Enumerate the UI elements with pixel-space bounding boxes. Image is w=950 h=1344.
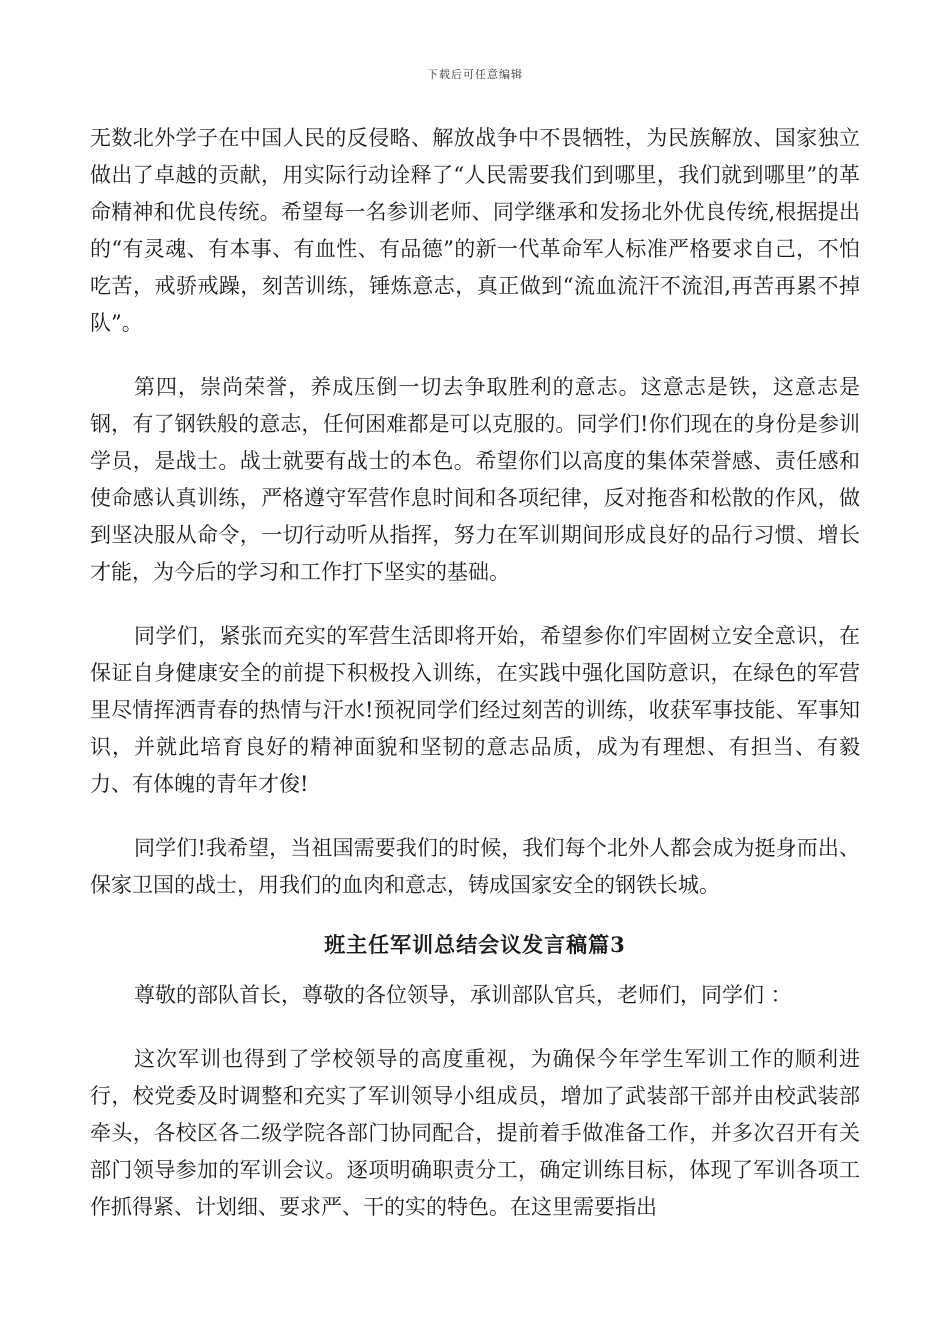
paragraph-fourth-point: 第四，崇尚荣誉，养成压倒一切去争取胜利的意志。这意志是铁，这意志是钢，有了钢铁般的意志，任何困难都是可以克服的。同学们!你们现在的身份是参训学员，是战士。战士就要有战士的本色。希望你们以高度的集体荣誉感、责任感和使命感认真训练，严格遵守军营作息时间和各项纪律，反对拖沓和松散的作风，做到坚决服从命令，一切行动听从指挥，努力在军训期间形成良好的品行习惯、增长才能，为今后的学习和工作打下坚实的基础。 xyxy=(90,375,860,584)
paragraph-safety-wishes: 同学们，紧张而充实的军营生活即将开始，希望参你们牢固树立安全意识，在保证自身健康安全的前提下积极投入训练，在实践中强化国防意识，在绿色的军营里尽情挥洒青春的热情与汗水!预祝同学们经过刻苦的训练，收获军事技能、军事知识，并就此培育良好的精神面貌和坚韧的意志品质，成为有理想、有担当、有毅力、有体魄的青年才俊! xyxy=(90,624,860,796)
salutation-line: 尊敬的部队首长，尊敬的各位领导，承训部队官兵，老师们，同学们 ： xyxy=(134,983,792,1007)
paragraph-closing-hope: 同学们!我希望，当祖国需要我们的时候，我们每个北外人都会成为挺身而出、保家卫国的战士，用我们的血肉和意志，铸成国家安全的钢铁长城。 xyxy=(90,836,860,897)
document-body xyxy=(90,120,860,1226)
paragraph-training-overview: 这次军训也得到了学校领导的高度重视，为确保今年学生军训工作的顺利进行，校党委及时调整和充实了军训领导小组成员，增加了武装部干部并由校武装部牵头，各校区各二级学院各部门协同配合，提前着手做准备工作，并多次召开有关部门领导参加的军训会议。逐项明确职责分工，确定训练目标，体现了军训各项工作抓得紧、计划细、要求严、干的实的特色。在这里需要指出 xyxy=(90,1047,860,1219)
paragraph-continuation: 无数北外学子在中国人民的反侵略、解放战争中不畏牺牲，为民族解放、国家独立做出了卓越的贡献，用实际行动诠释了“人民需要我们到哪里，我们就到哪里”的革命精神和优良传统。希望每一名参训老师、同学继承和发扬北外优良传统,根据提出的“有灵魂、有本事、有血性、有品德”的新一代革命军人标准严格要求自己，不怕吃苦，戒骄戒躁，刻苦训练，锤炼意志，真正做到“流血流汗不流泪,再苦再累不掉队”。 xyxy=(90,126,860,335)
page-header-note: 下载后可任意编辑 xyxy=(427,68,523,81)
section-heading: 班主任军训总结会议发言稿篇3 xyxy=(324,932,626,957)
